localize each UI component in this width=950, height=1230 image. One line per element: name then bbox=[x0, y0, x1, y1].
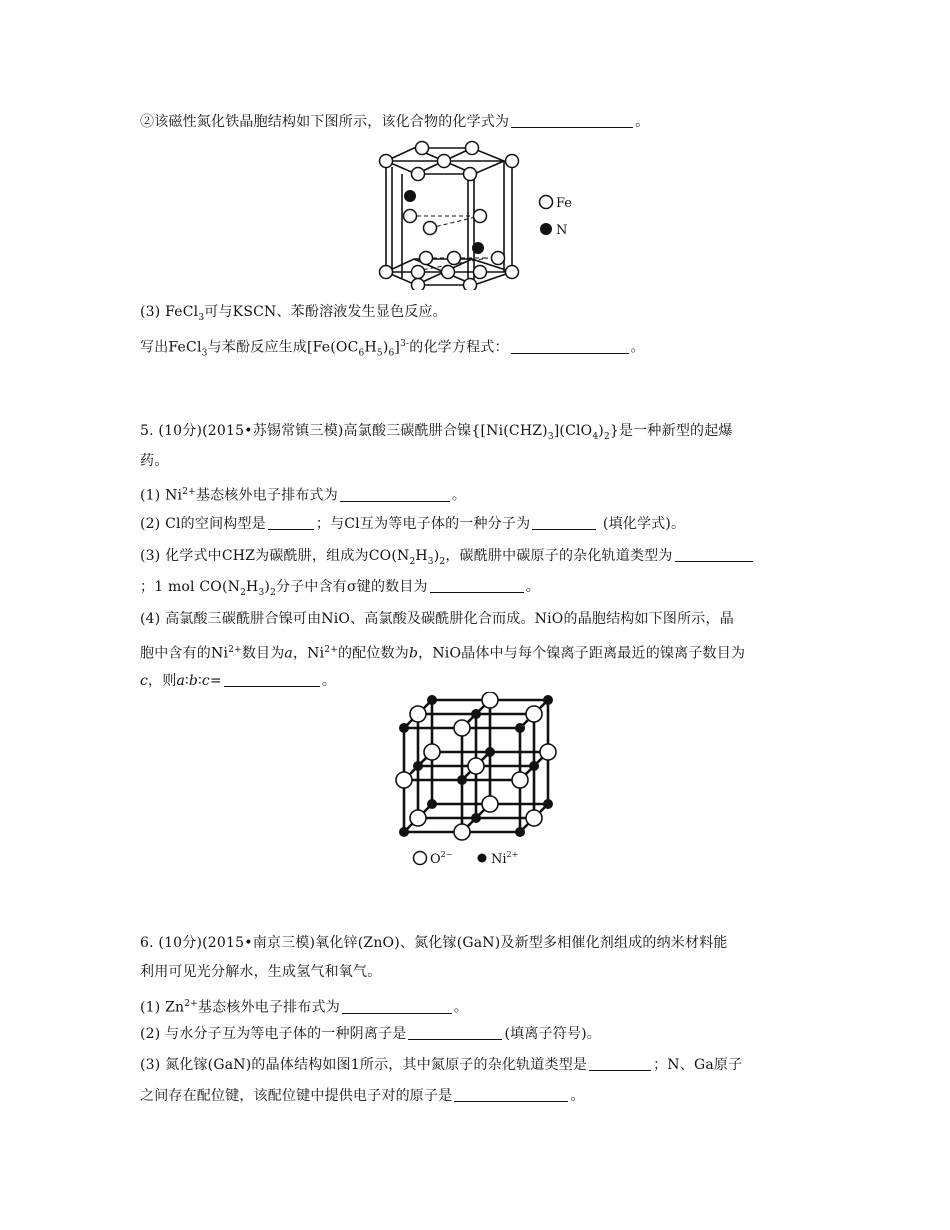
o-legend-icon bbox=[414, 852, 427, 865]
o-ion bbox=[424, 744, 440, 760]
ni-ion bbox=[515, 827, 525, 837]
fe-atom bbox=[448, 252, 461, 265]
fe-atom bbox=[412, 266, 425, 279]
q6-header-line2: 利用可见光分解水，生成氢气和氧气。 bbox=[140, 964, 382, 980]
ni-ion bbox=[485, 747, 495, 757]
answer-blank[interactable] bbox=[430, 578, 524, 593]
fe-atom bbox=[404, 210, 417, 223]
fe-atom bbox=[416, 142, 429, 155]
o-ion bbox=[410, 706, 426, 722]
q5-header-line1: 5. (10分)(2015•苏锡常镇三模)高氯酸三碳酰肼合镍$\{[Ni(CHZ)_3](ClO_4)_2\}$是一种新型的起爆 bbox=[140, 423, 733, 442]
fe-atom bbox=[506, 266, 519, 279]
iron-nitride-cell-diagram bbox=[370, 140, 600, 290]
answer-blank[interactable] bbox=[511, 113, 633, 128]
fe-atom bbox=[466, 142, 479, 155]
answer-blank[interactable] bbox=[589, 1056, 651, 1071]
ni-ion bbox=[529, 761, 539, 771]
q6-header-line1: 6. (10分)(2015•南京三模)氧化锌(ZnO)、氮化镓(GaN)及新型多相催化剂组成的纳米材料能 bbox=[140, 935, 728, 951]
q4-part3-line1: (3) FeCl$_3$可与KSCN、苯酚溶液发生显色反应。 bbox=[140, 304, 447, 323]
ni-legend-icon bbox=[478, 854, 487, 863]
fe-atom bbox=[424, 222, 437, 235]
q5-part3-line2: ；1 mol $CO(N_2H_3)_2$分子中含有σ键的数目为 。 bbox=[140, 579, 540, 598]
ni-ion bbox=[427, 799, 437, 809]
q5-part1-line: (1) $Ni^{2+}$基态核外电子排布式为 。 bbox=[140, 487, 467, 504]
fe-atom bbox=[464, 168, 477, 181]
o-ion bbox=[454, 824, 470, 840]
ni-ion bbox=[543, 799, 553, 809]
fe-atom bbox=[420, 252, 433, 265]
q5-part3-line1: (3) 化学式中CHZ为碳酰肼，组成为$CO(N_2H_3)_2$，碳酰肼中碳原子的杂化轨道类型为 bbox=[140, 546, 755, 572]
o-ion bbox=[540, 744, 556, 760]
ni-legend-label: $Ni^{2+}$ bbox=[491, 850, 519, 867]
q6-part3-line2: 之间存在配位键，该配位键中提供电子对的原子是 。 bbox=[140, 1088, 585, 1104]
q5-part4-line1: (4) 高氯酸三碳酰肼合镍可由NiO、高氯酸及碳酰肼化合而成。NiO的晶胞结构如下图所示，晶 bbox=[140, 611, 734, 627]
q4-part2-line: ②该磁性氮化铁晶胞结构如下图所示，该化合物的化学式为 。 bbox=[140, 114, 650, 130]
fe-atom bbox=[464, 279, 477, 291]
fe-atom bbox=[474, 210, 487, 223]
answer-blank[interactable] bbox=[511, 339, 629, 354]
ni-ion bbox=[399, 827, 409, 837]
o-ion bbox=[482, 796, 498, 812]
fe-atom bbox=[442, 266, 455, 279]
ni-ion bbox=[471, 813, 481, 823]
answer-blank[interactable] bbox=[532, 515, 596, 530]
ni-ion bbox=[543, 695, 553, 705]
o-ion bbox=[526, 706, 542, 722]
n-legend-icon bbox=[540, 223, 552, 235]
n-atom bbox=[404, 190, 416, 202]
o-ion bbox=[526, 810, 542, 826]
ni-ion bbox=[413, 761, 423, 771]
fe-atom bbox=[506, 155, 519, 168]
q4-part2-text: ②该磁性氮化铁晶胞结构如下图所示，该化合物的化学式为 bbox=[140, 114, 510, 130]
q6-part2-line: (2) 与水分子互为等电子体的一种阴离子是 (填离子符号)。 bbox=[140, 1026, 602, 1042]
fe-atom bbox=[438, 155, 451, 168]
q6-part1-line: (1) $Zn^{2+}$基态核外电子排布式为 。 bbox=[140, 999, 469, 1016]
answer-blank[interactable] bbox=[224, 672, 320, 687]
fe-atom bbox=[474, 266, 487, 279]
fe-legend-icon bbox=[540, 196, 553, 209]
o-ion bbox=[482, 692, 498, 708]
o-ion bbox=[512, 772, 528, 788]
answer-blank[interactable] bbox=[340, 487, 450, 502]
q4-part3-line2: 写出FeCl$_3$与苯酚反应生成$[Fe(OC_6H_5)_6]^{3-}$的化学方程式： 。 bbox=[140, 339, 645, 359]
answer-blank[interactable] bbox=[268, 515, 314, 530]
n-atom bbox=[472, 242, 484, 254]
answer-blank[interactable] bbox=[675, 547, 753, 562]
ni-ion bbox=[427, 695, 437, 705]
answer-blank[interactable] bbox=[408, 1025, 502, 1040]
q5-part2-line: (2) Cl的空间构型是 ；与Cl互为等电子体的一种分子为 (填化学式)。 bbox=[140, 516, 686, 532]
answer-blank[interactable] bbox=[454, 1087, 568, 1102]
fe-atom bbox=[492, 252, 505, 265]
q6-part3-line1: (3) 氮化镓(GaN)的晶体结构如图1所示，其中氮原子的杂化轨道类型是 ；N、Ga原子 bbox=[140, 1057, 743, 1073]
ni-ion bbox=[399, 723, 409, 733]
fe-atom bbox=[412, 279, 425, 291]
o-ion bbox=[410, 810, 426, 826]
q5-header-line2: 药。 bbox=[140, 453, 169, 469]
answer-blank[interactable] bbox=[342, 999, 452, 1014]
o-ion bbox=[396, 772, 412, 788]
q5-part4-line3: c，则a∶b∶c= 。 bbox=[140, 673, 337, 689]
o-legend-label: $O^{2-}$ bbox=[430, 850, 453, 867]
fe-atom bbox=[380, 266, 393, 279]
n-legend-label: N bbox=[556, 223, 568, 238]
ni-ion bbox=[471, 709, 481, 719]
nio-cell-diagram bbox=[390, 692, 560, 872]
ni-ion bbox=[515, 723, 525, 733]
fe-legend-label: Fe bbox=[556, 196, 573, 211]
fe-atom bbox=[412, 168, 425, 181]
q5-part4-line2: 胞中含有的$Ni^{2+}$数目为a，$Ni^{2+}$的配位数为b，NiO晶体中与每个镍离子距离最近的镍离子数目为 bbox=[140, 645, 746, 662]
o-ion bbox=[454, 720, 470, 736]
fe-atom bbox=[380, 155, 393, 168]
o-ion bbox=[468, 758, 484, 774]
ni-ion bbox=[457, 775, 467, 785]
